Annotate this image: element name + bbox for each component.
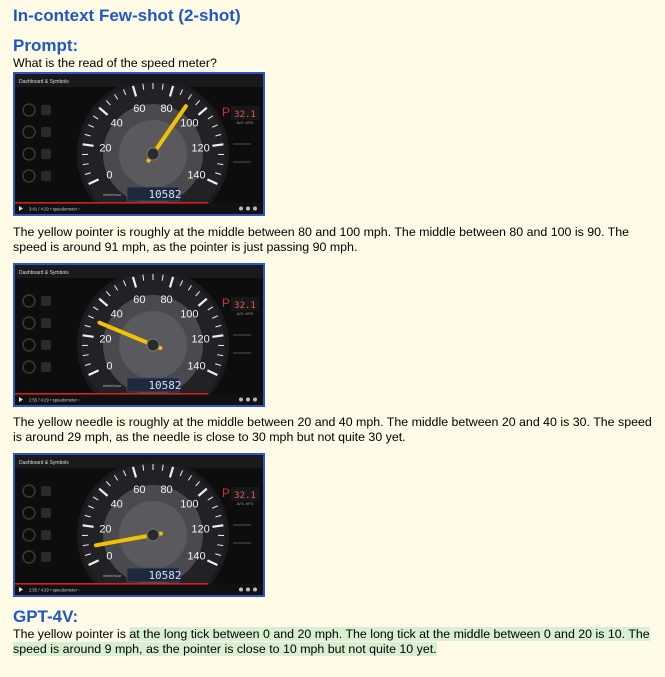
gear-indicator: P [222,105,231,119]
dial-tick [212,525,223,527]
video-timestamp: 3:41 / 4:29 • speedometer › [29,206,80,212]
dial-label: 20 [99,333,112,346]
mpg-value: 32.1 [234,301,256,311]
video-tab-label: Dashboard & Symbols [19,79,69,85]
speedometer-image-2 [13,263,265,407]
dial-label: 40 [110,117,123,130]
gear-indicator: P [222,296,231,310]
gear-indicator: P [222,486,231,500]
example-answer-1: The yellow pointer is roughly at the middle between 80 and 100 mph. The middle between 80 and 100 is 90. The speed is around 91 mph, as the pointer is just passing 90 mph. [13,225,630,254]
dial-label: 40 [110,308,123,321]
warning-lamp-icon [41,296,51,306]
odometer-value: 10582 [148,188,182,201]
page-title: In-context Few-shot (2-shot) [13,6,241,25]
dial-label: 100 [180,308,199,321]
model-response [13,627,653,657]
speedometer-image-1 [13,72,265,216]
dial-label: 140 [187,360,206,373]
video-timestamp: 2:55 / 4:29 • speedometer › [29,587,80,593]
response-heading: GPT-4V: [13,607,79,626]
mpg-label: AVG. MPG [236,502,254,506]
response-plain: The yellow pointer is [13,627,130,641]
dial-label: 140 [187,550,206,563]
cc-icon [253,588,257,592]
speedometer-image-query [13,453,265,597]
warning-lamp-icon [41,105,51,115]
dial-tick [212,144,223,146]
prompt-question: What is the read of the speed meter? [13,56,217,70]
dial-label: 120 [191,142,210,155]
needle-hub [147,148,159,160]
dial-label: 80 [160,102,173,115]
fullscreen-icon [246,398,250,402]
cc-icon [253,398,257,402]
settings-icon [239,588,243,592]
dial-label: 60 [133,483,146,496]
dial-tick [212,335,223,337]
video-progress-bar [15,583,208,585]
warning-lamp-icon [41,530,51,540]
dial-label: 100 [180,498,199,511]
warning-lamp-icon [41,508,51,518]
response-highlight: at the long tick between 0 and 20 mph. The long tick at the middle between 0 and 20 is 10. The speed is around 9 mph, as the pointer is close to 10 mph but not quite 10 yet. [13,627,650,656]
dial-label: 0 [106,360,113,373]
mpg-value: 32.1 [234,491,256,501]
video-tab-label: Dashboard & Symbols [19,460,69,466]
settings-icon [239,398,243,402]
dial-label: 60 [133,293,146,306]
mpg-label: AVG. MPG [236,312,254,316]
warning-lamp-icon [41,318,51,328]
unit-label: miles/hour [103,192,122,197]
dial-label: 80 [160,483,173,496]
needle-hub [147,529,159,541]
unit-label: miles/hour [103,573,122,578]
settings-icon [239,207,243,211]
dial-label: 80 [160,293,173,306]
video-tab-label: Dashboard & Symbols [19,270,69,276]
video-progress-bar [15,202,208,204]
unit-label: miles/hour [103,383,122,388]
video-timestamp: 2:55 / 4:29 • speedometer › [29,397,80,403]
mpg-value: 32.1 [234,110,256,120]
needle-hub [147,339,159,351]
odometer-value: 10582 [148,569,182,582]
dial-label: 140 [187,169,206,182]
cc-icon [253,207,257,211]
warning-lamp-icon [41,149,51,159]
fullscreen-icon [246,207,250,211]
dial-label: 60 [133,102,146,115]
fullscreen-icon [246,588,250,592]
dial-label: 0 [106,550,113,563]
dial-label: 120 [191,333,210,346]
warning-lamp-icon [41,362,51,372]
warning-lamp-icon [41,171,51,181]
warning-lamp-icon [41,340,51,350]
prompt-heading: Prompt: [13,36,79,55]
dial-label: 40 [110,498,123,511]
dial-tick [83,335,94,337]
warning-lamp-icon [41,127,51,137]
dial-label: 120 [191,523,210,536]
video-progress-bar [15,393,208,395]
odometer-value: 10582 [148,379,182,392]
dial-tick [83,144,94,146]
dial-tick [83,525,94,527]
dial-label: 100 [180,117,199,130]
warning-lamp-icon [41,552,51,562]
mpg-label: AVG. MPG [236,121,254,125]
example-answer-2: The yellow needle is roughly at the middle between 20 and 40 mph. The middle between 20 and 40 is 30. The speed is around 29 mph, as the needle is close to 30 mph but not quite 30 yet. [13,415,652,444]
warning-lamp-icon [41,486,51,496]
dial-label: 0 [106,169,113,182]
dial-label: 20 [99,142,112,155]
dial-label: 20 [99,523,112,536]
